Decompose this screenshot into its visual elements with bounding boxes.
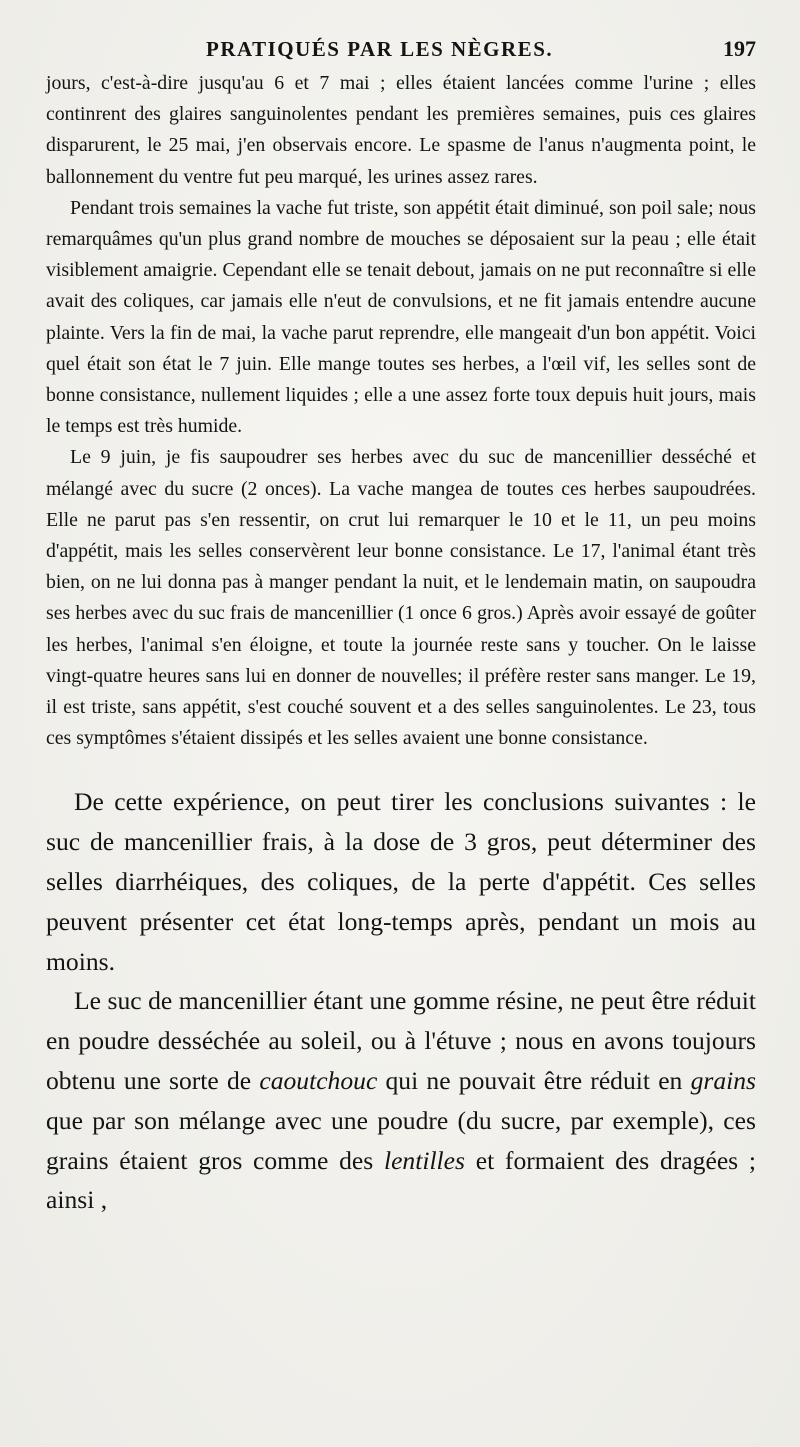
italic-term: grains bbox=[690, 1066, 756, 1096]
small-type-block bbox=[46, 68, 756, 754]
text-run: qui ne pouvait être réduit en bbox=[377, 1066, 691, 1096]
paragraph: Pendant trois semaines la vache fut triste, son appétit était diminué, son poil sale; nous remarquâmes qu'un plus grand nombre de mouches se déposaient sur la peau ; elle était visiblement amaigrie. Cependant elle se tenait debout, jamais on ne put reconnaître si elle avait des coliques, car jamais elle n'eut de convulsions, et ne fit jamais entendre aucune plainte. Vers la fin de mai, la vache parut reprendre, elle mangeait d'un bon appétit. Voici quel était son état le 7 juin. Elle mange toutes ses herbes, a l'œil vif, les selles sont de bonne consistance, nullement liquides ; elle a une assez forte toux depuis huit jours, mais le temps est très humide. bbox=[46, 196, 756, 438]
text-run: et formaient des dragées ; ainsi , bbox=[46, 1145, 756, 1215]
paragraph: Le 9 juin, je fis saupoudrer ses herbes avec du suc de mancenillier desséché et mélangé avec du sucre (2 onces). La vache mangea de toutes ces herbes saupoudrées. Elle ne parut pas s'en ressentir, on crut lui remarquer le 10 et le 11, un peu moins d'appétit, mais les selles conservèrent leur bonne consistance. Le 17, l'animal étant très bien, on ne lui donna pas à manger pendant la nuit, et le lendemain matin, on saupoudra ses herbes avec du suc frais de mancenillier (1 once 6 gros.) Après avoir essayé de goûter les herbes, l'animal s'en éloigne, et toute la journée reste sans y toucher. On le laisse vingt-quatre heures sans lui en donner de nouvelles; il préfère rester sans manger. Le 19, il est triste, sans appétit, s'est couché souvent et a des selles sanguinolentes. Le 23, tous ces symptômes s'étaient dissipés et les selles avaient une bonne consistance. bbox=[46, 446, 756, 750]
paragraph: jours, c'est-à-dire jusqu'au 6 et 7 mai ; elles étaient lancées comme l'urine ; elles continrent des glaires sanguinolentes pendant les premières semaines, puis ces glaires disparurent, le 25 mai, j'en observais encore. Le spasme de l'anus n'augmenta point, le ballonnement du ventre fut peu marqué, les urines assez rares. bbox=[46, 72, 756, 188]
text-run: Le suc de mancenillier étant une gomme résine, ne peut être réduit en poudre desséchée au soleil, ou à l'étuve ; nous en avons toujours obtenu une sorte de bbox=[46, 986, 756, 1096]
large-type-block bbox=[46, 782, 756, 1220]
page-header bbox=[206, 36, 756, 62]
italic-term: lentilles bbox=[383, 1145, 465, 1175]
text-run: que par son mélange avec une poudre (du sucre, par exemple), ces grains étaient gros comme des bbox=[46, 1105, 756, 1175]
paragraph bbox=[46, 981, 756, 1220]
conclusion-paragraph: De cette expérience, on peut tirer les conclusions suivantes : le suc de mancenillier frais, à la dose de 3 gros, peut déterminer des selles diarrhéiques, des coliques, de la perte d'appétit. Ces selles peuvent présenter cet état long-temps après, pendant un mois au moins. bbox=[46, 787, 756, 976]
italic-term: caoutchouc bbox=[259, 1066, 378, 1096]
page-number: 197 bbox=[723, 36, 756, 61]
running-title: PRATIQUÉS PAR LES NÈGRES. bbox=[206, 37, 554, 61]
